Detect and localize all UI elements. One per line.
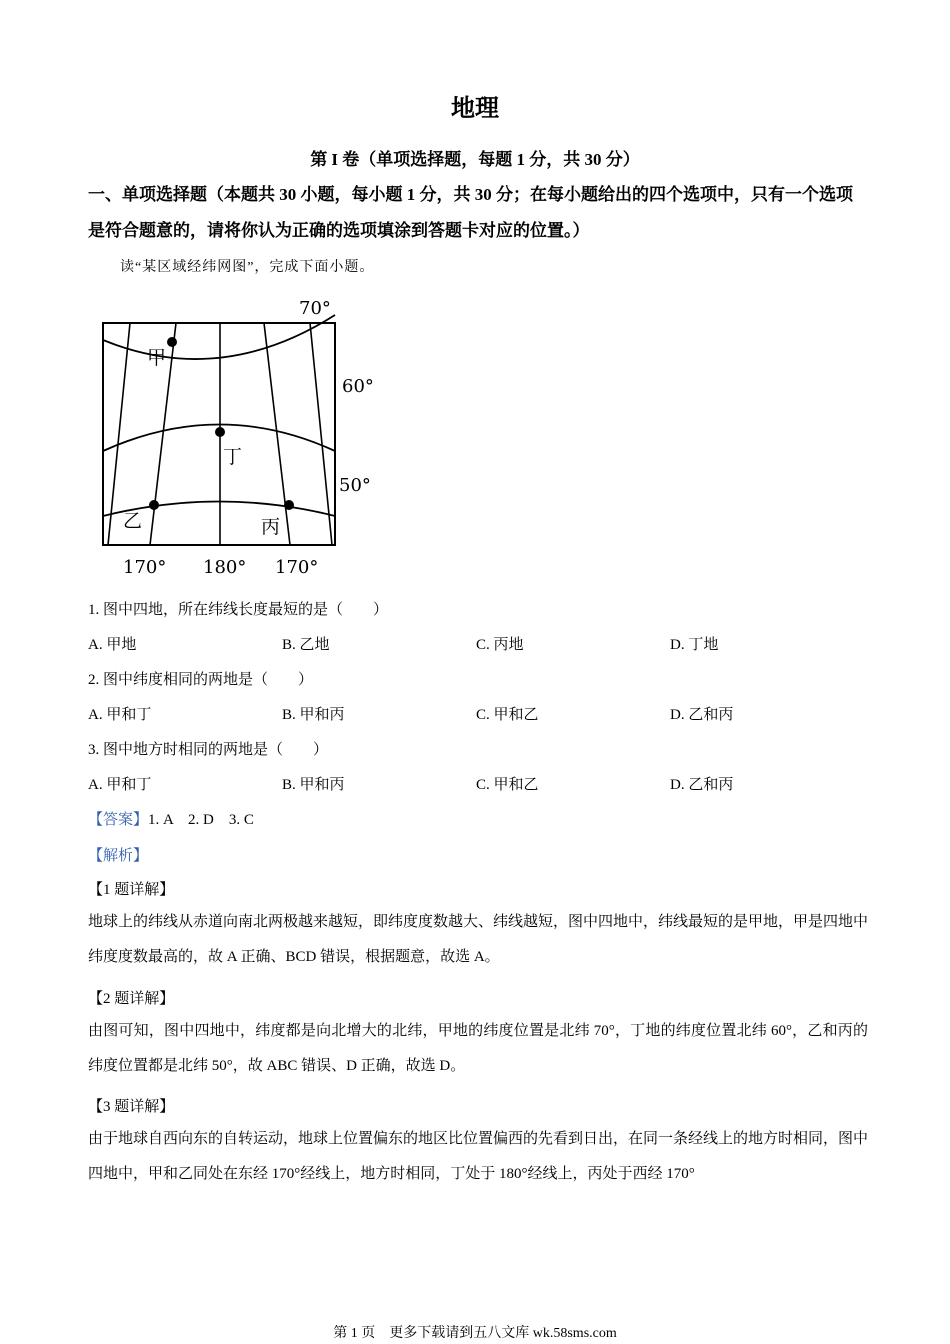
answer-line [88,808,254,829]
section-title: 第 I 卷（单项选择题，每题 1 分，共 30 分） [310,150,640,169]
point-jia [167,337,177,347]
point-yi [149,500,159,510]
label-bing: 丙 [261,516,281,538]
label-lon-170-left: 170° [123,557,167,578]
answer-label: 【答案】 [88,812,149,828]
q1-option-b: B. 乙地 [282,637,330,653]
q3-option-d: D. 乙和丙 [670,777,734,793]
detail-1-text: 地球上的纬线从赤道向南北两极越来越短，即纬度度数越大、纬线越短，图中四地中，纬线最短的是甲地，甲是四地中纬度度数最高的，故 A 正确、BCD 错误，根据题意，故选 A。 [88,914,869,965]
answer-text: 1. A 2. D 3. C [148,812,254,828]
page-footer: 第 1 页 更多下载请到五八文库 wk.58sms.com [333,1326,617,1341]
label-lat-50: 50° [339,475,371,496]
q3-option-b: B. 甲和丙 [282,777,345,793]
label-lat-60: 60° [342,376,374,397]
point-ding [215,427,225,437]
label-lon-170-right: 170° [275,557,319,578]
q2-option-a: A. 甲和丁 [88,707,152,723]
label-lon-180: 180° [203,557,247,578]
detail-2-text: 由图可知，图中四地中，纬度都是向北增大的北纬，甲地的纬度位置是北纬 70°，丁地的纬度位置北纬 60°，乙和丙的纬度位置都是北纬 50°，故 ABC 错误、D 正确，故选 D。 [88,1023,868,1074]
question-2-stem: 2. 图中纬度相同的两地是（ ） [88,672,314,688]
detail-1-heading: 【1 题详解】 [88,882,175,898]
parallel-70 [103,315,335,359]
q1-option-d: D. 丁地 [670,637,719,653]
detail-3-text: 由于地球自西向东的自转运动，地球上位置偏东的地区比位置偏西的先看到日出，在同一条经线上的地方时相同，图中四地中，甲和乙同处在东经 170°经线上，地方时相同，丁处于 180°经线上，丙处于西经 170° [88,1131,869,1182]
q2-option-c: C. 甲和乙 [476,707,539,723]
q3-option-a: A. 甲和丁 [88,777,152,793]
detail-2-heading: 【2 题详解】 [88,991,175,1007]
label-ding: 丁 [223,446,243,468]
q1-option-c: C. 丙地 [476,637,524,653]
point-bing [284,500,294,510]
instructions: 一、单项选择题（本题共 30 小题，每小题 1 分，共 30 分；在每小题给出的四个选项中，只有一个选项是符合题意的，请将你认为正确的选项填涂到答题卡对应的位置。） [88,185,853,240]
question-1-stem: 1. 图中四地，所在纬线长度最短的是（ ） [88,602,389,618]
lead-in: 读“某区域经纬网图”，完成下面小题。 [120,260,375,275]
lat-lon-grid-map [96,290,396,580]
q2-option-b: B. 甲和丙 [282,707,345,723]
page-title: 地理 [451,96,499,122]
label-jia: 甲 [147,347,167,369]
analysis-label: 【解析】 [88,848,149,864]
q3-option-c: C. 甲和乙 [476,777,539,793]
detail-3-heading: 【3 题详解】 [88,1099,175,1115]
q1-option-a: A. 甲地 [88,637,137,653]
question-3-stem: 3. 图中地方时相同的两地是（ ） [88,742,329,758]
label-lat-70: 70° [299,298,331,319]
label-yi: 乙 [123,510,143,532]
q2-option-d: D. 乙和丙 [670,707,734,723]
